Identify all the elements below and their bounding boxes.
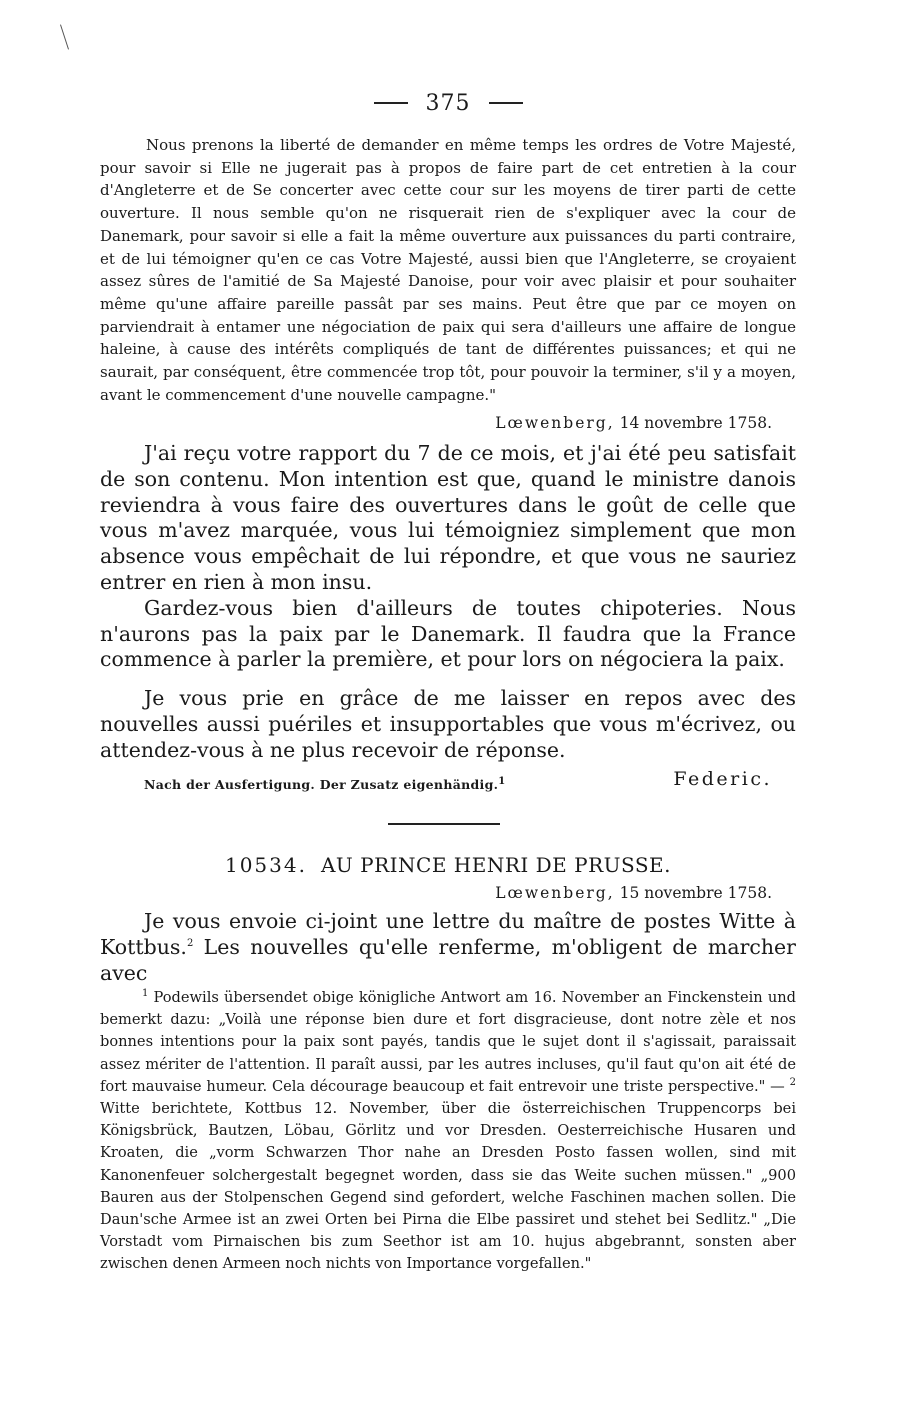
letter-2-paragraph: [100, 909, 796, 986]
source-note-text: Nach der Ausfertigung. Der Zusatz eigenhändig.: [144, 777, 499, 792]
document-heading: [98, 853, 798, 877]
dateline-1-place: Lœwenberg,: [495, 414, 615, 432]
dateline-2: [495, 884, 772, 902]
page-header: [98, 88, 798, 118]
document-number: 10534.: [224, 853, 307, 877]
letter-2-text-a: Je vous envoie ci-joint une lettre du maître de postes Witte à Kottbus.: [100, 909, 796, 959]
footnote-2-text: Witte berichtete, Kottbus 12. November, über die österreichischen Truppencorps bei Königsbrück, Bautzen, Löbau, Görlitz und vor Dresden. Oesterreichische Husaren und Kroaten, die „vorm Schwarzen Thor nahe an Dresden Posto fassen wollen, sind mit Kanonenfeuer solchergestalt begegnet worden, dass sie das Weite suchen müssen." „900 Bauren aus der Stolpenschen Gegend sind gefordert, welche Faschinen machen sollen. Die Daun'sche Armee ist an zwei Orten bei Pirna die Elbe passiret und stehet bei Sedlitz." „Die Vorstadt vom Pirnaischen bis zum Seethor ist am 10. hujus abgebrannt, sonsten aber zwischen denen Armeen noch nichts von Importance vorgefallen.": [100, 1100, 796, 1273]
header-dash-right: [489, 102, 523, 104]
letter-1: [100, 441, 796, 764]
letter-1-paragraph-2: Gardez-vous bien d'ailleurs de toutes chipoteries. Nous n'aurons pas la paix par le Danemark. Il faudra que la France commence à parler la première, et pour lors on négociera la paix.: [100, 595, 796, 672]
dateline-1: [495, 414, 772, 432]
letter-2: [100, 909, 796, 986]
dateline-1-date: 14 novembre 1758.: [619, 414, 772, 432]
page-number: 375: [425, 90, 471, 116]
footnote-mark-1: 1: [142, 988, 149, 1000]
footnote-1-text: Podewils übersendet obige königliche Antwort am 16. November an Finckenstein und bemerkt dazu: „Voilà une réponse bien dure et fort disgracieuse, dont notre zèle et nos bonnes intentions pour la paix sont payés, tandis que le sujet dont il s'agissait, paraissait assez mériter de l'attention. Il paraît aussi, par les autres incluses, qu'il faut qu'on ait été de fort mauvaise humeur. Cela décourage beaucoup et fait entrevoir une triste perspective." —: [100, 989, 796, 1095]
quoted-report: [100, 134, 796, 406]
paragraph-gap: [100, 673, 796, 686]
footnote-ref-1: 1: [498, 775, 506, 787]
footnote-mark-2: 2: [789, 1076, 796, 1088]
document-title: AU PRINCE HENRI DE PRUSSE.: [320, 853, 672, 877]
source-note: [144, 777, 506, 792]
footnotes: [100, 987, 796, 1276]
letter-1-paragraph-1: J'ai reçu votre rapport du 7 de ce mois, et j'ai été peu satisfait de son contenu. Mon intention est que, quand le ministre danois reviendra à vous faire des ouvertures dans le goût de celle que vous m'avez marquée, vous lui témoigniez simplement que mon absence vous empêchait de lui répondre, et que vous ne sauriez entrer en rien à mon insu.: [100, 441, 796, 594]
footnote-block: [100, 987, 796, 1276]
dateline-2-place: Lœwenberg,: [495, 884, 615, 902]
book-page: [98, 0, 798, 1404]
margin-mark: [60, 24, 69, 49]
quoted-report-text: Nous prenons la liberté de demander en même temps les ordres de Votre Majesté, pour savoir si Elle ne jugerait pas à propos de faire part de cet entretien à la cour d'Angleterre et de Se concerter avec cette cour sur les moyens de tirer parti de cette ouverture. Il nous semble qu'on ne risquerait rien de s'expliquer avec la cour de Danemark, pour savoir si elle a fait la même ouverture aux puissances du parti contraire, et de lui témoigner qu'en ce cas Votre Majesté, aussi bien que l'Angleterre, se croyaient assez sûres de l'amitié de Sa Majesté Danoise, pour voir avec plaisir et pour souhaiter même qu'une affaire pareille passât par ses mains. Peut être que par ce moyen on parviendrait à entamer une négociation de paix qui sera d'ailleurs une affaire de longue haleine, à cause des intérêts compliqués de tant de différentes puissances; et qui ne saurait, par conséquent, être commencée trop tôt, pour pouvoir la terminer, s'il y a moyen, avant le commencement d'une nouvelle campagne.": [100, 136, 796, 404]
dateline-2-date: 15 novembre 1758.: [619, 884, 772, 902]
letter-2-text-b: Les nouvelles qu'elle renferme, m'obligent de marcher avec: [100, 934, 796, 985]
header-dash-left: [374, 102, 408, 104]
letter-1-postscript: Je vous prie en grâce de me laisser en repos avec des nouvelles aussi puériles et insupportables que vous m'écrivez, ou attendez-vous à ne plus recevoir de réponse.: [100, 686, 796, 762]
footnote-ref-2: 2: [186, 937, 194, 949]
signature: Federic.: [673, 768, 772, 790]
section-divider: [388, 823, 500, 825]
